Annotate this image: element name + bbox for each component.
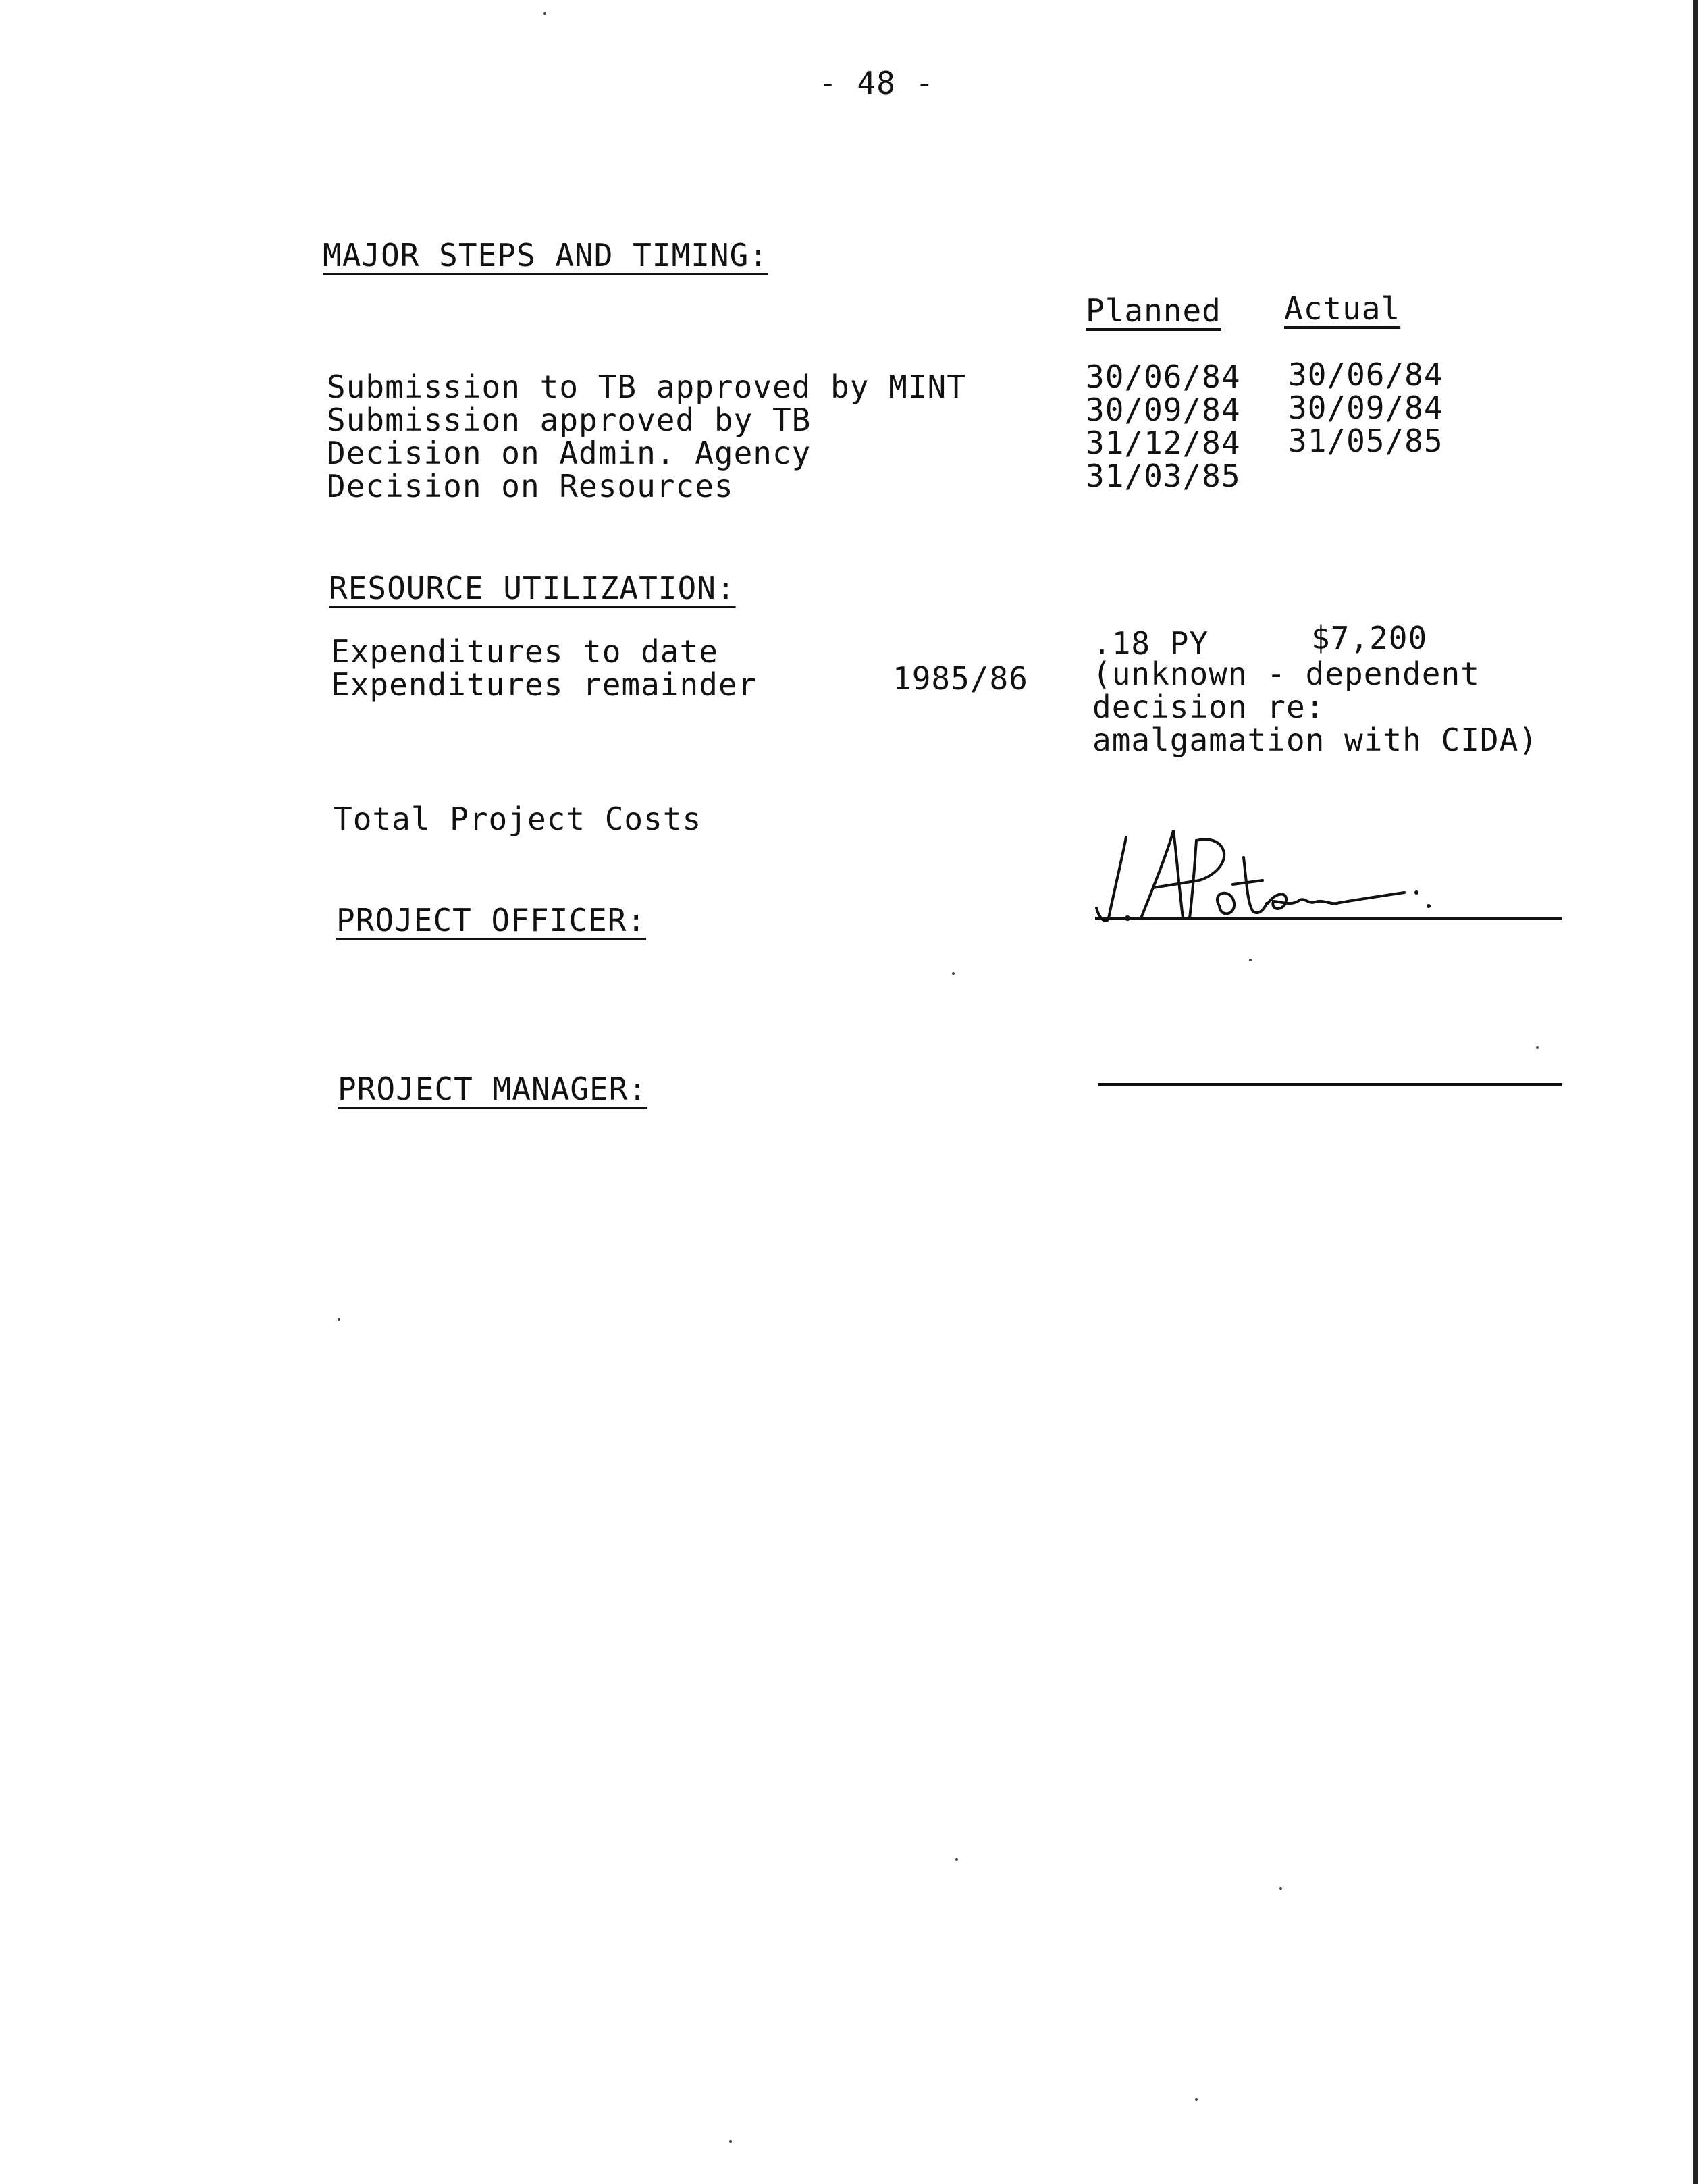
scan-speck: [543, 12, 546, 15]
total-project-costs-label: Total Project Costs: [334, 801, 702, 837]
project-officer-label: PROJECT OFFICER:: [336, 902, 647, 938]
expenditures-remainder-note: (unknown - dependent: [1092, 656, 1480, 692]
step-planned: 31/03/85: [1086, 458, 1241, 494]
scan-speck: [955, 1858, 958, 1861]
scan-speck: [1249, 959, 1252, 961]
scan-speck: [1536, 1046, 1539, 1049]
scan-speck: [338, 1318, 340, 1321]
scan-speck: [729, 2140, 732, 2143]
step-label: Submission approved by TB: [327, 402, 812, 438]
scan-speck: [1279, 1887, 1282, 1890]
expenditures-to-date-amount: $7,200: [1311, 620, 1428, 656]
step-planned: 31/12/84: [1086, 425, 1241, 461]
step-actual: 30/06/84: [1288, 356, 1443, 393]
scan-speck: [952, 972, 955, 975]
expenditures-remainder-note: amalgamation with CIDA): [1092, 722, 1538, 758]
major-steps-heading: MAJOR STEPS AND TIMING:: [323, 237, 768, 273]
page-number: - 48 -: [818, 65, 935, 101]
step-label: Decision on Resources: [327, 468, 734, 504]
step-actual: 30/09/84: [1288, 390, 1443, 426]
expenditures-remainder-note: decision re:: [1092, 689, 1325, 725]
scan-speck: [1195, 2098, 1198, 2101]
step-actual: 31/05/85: [1288, 423, 1443, 459]
scan-edge: [1693, 0, 1698, 2184]
project-officer-signature: [1094, 817, 1445, 932]
step-planned: 30/09/84: [1086, 392, 1241, 428]
resource-utilization-heading: RESOURCE UTILIZATION:: [329, 570, 736, 606]
project-manager-label: PROJECT MANAGER:: [338, 1071, 648, 1107]
step-label: Decision on Admin. Agency: [327, 435, 812, 471]
expenditures-to-date-label: Expenditures to date: [331, 633, 718, 670]
step-label: Submission to TB approved by MINT: [327, 369, 966, 405]
expenditures-remainder-year: 1985/86: [893, 660, 1028, 697]
project-manager-signature-line: [1098, 1083, 1562, 1086]
col-planned-header: Planned: [1086, 292, 1221, 329]
col-actual-header: Actual: [1284, 290, 1401, 327]
expenditures-to-date-py: .18 PY: [1092, 625, 1209, 662]
step-planned: 30/06/84: [1086, 358, 1241, 395]
expenditures-remainder-label: Expenditures remainder: [331, 666, 758, 703]
